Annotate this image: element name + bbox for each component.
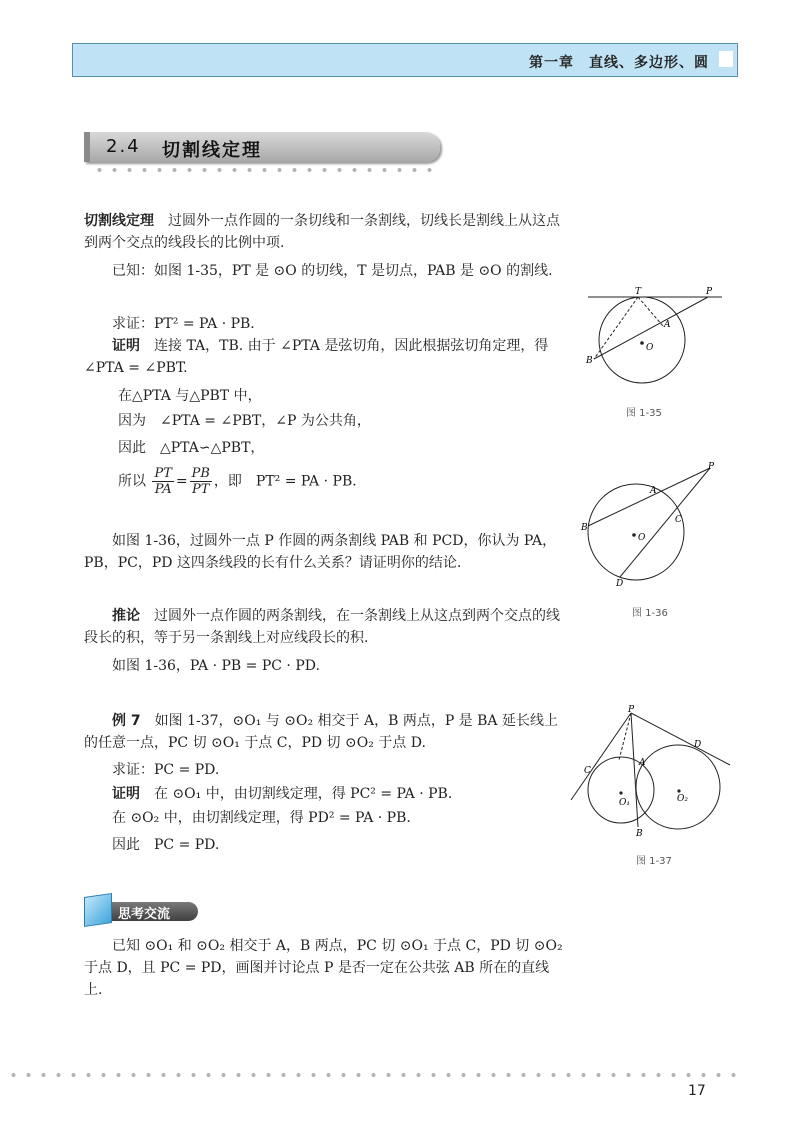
fraction-numerator: PB xyxy=(191,466,210,481)
think-discuss-badge xyxy=(84,895,200,925)
center-o2 xyxy=(677,789,680,792)
caption-1-36: 图 1-36 xyxy=(632,608,668,619)
figure-1-35 xyxy=(580,285,730,400)
question-paragraph: 如图 1-36，过圆外一点 P 作圆的两条割线 PAB 和 PCD，你认为 PA，PB，PC，PD 这四条线段的长有什么关系？请证明你的结论. xyxy=(84,533,557,571)
label-d: D xyxy=(616,579,624,589)
theorem-paragraph xyxy=(84,210,564,254)
example-7-text: 如图 1-37，⊙O₁ 与 ⊙O₂ 相交于 A，B 两点，P 是 BA 延长线上的任意一点，PC 切 ⊙O₁ 于点 C，PD 切 ⊙O₂ 于点 D. xyxy=(84,713,558,751)
line-pab xyxy=(631,713,638,827)
center-point xyxy=(632,533,636,537)
chapter-title: 第一章 直线、多边形、圆 xyxy=(529,55,709,71)
segment-ta xyxy=(638,297,663,326)
label-t: T xyxy=(635,287,642,297)
example-7-label: 例 7 xyxy=(112,713,141,729)
secant-pab xyxy=(588,468,710,526)
dotted-divider-bottom xyxy=(6,1073,746,1077)
corollary-example: 如图 1-36，PA · PB = PC · PD. xyxy=(112,658,320,674)
fraction-pb-pt xyxy=(190,466,212,497)
prove-statement: 求证：PT² = PA · PB. xyxy=(112,316,255,332)
label-c: C xyxy=(675,515,682,525)
example-7-proof-label: 证明 xyxy=(112,786,140,802)
fraction-denominator: PT xyxy=(192,482,210,497)
theorem-label: 切割线定理 xyxy=(84,213,154,229)
proof-line-3: 因此 △PTA∽△PBT， xyxy=(118,440,265,456)
header-corner xyxy=(719,51,733,67)
proof-label: 证明 xyxy=(112,338,140,354)
fraction-numerator: PT xyxy=(154,466,172,481)
chapter-header xyxy=(72,43,738,77)
example-7-proof-3: 因此 PC = PD. xyxy=(112,837,220,853)
fraction-denominator: PA xyxy=(154,482,172,497)
example-7-proof-1: 在 ⊙O₁ 中，由切割线定理，得 PC² = PA · PB. xyxy=(140,786,453,802)
proof-text: 连接 TA，TB. 由于 ∠PTA 是弦切角，因此根据弦切角定理，得 ∠PTA = ∠PBT. xyxy=(84,338,549,376)
label-a: A xyxy=(650,486,657,496)
figure-1-36 xyxy=(578,460,728,590)
circle-o xyxy=(599,297,685,383)
caption-1-37: 图 1-37 xyxy=(636,856,672,867)
tangent-pd xyxy=(631,713,730,765)
label-p: P xyxy=(706,287,713,297)
proof-line-2: 因为 ∠PTA = ∠PBT，∠P 为公共角， xyxy=(118,413,371,429)
label-b: B xyxy=(636,829,643,839)
circle-o2 xyxy=(636,745,720,829)
label-a: A xyxy=(664,320,671,330)
label-c: C xyxy=(584,766,591,776)
fraction-pt-pa xyxy=(152,466,173,497)
section-banner xyxy=(84,132,440,162)
example-7-paragraph xyxy=(84,710,564,754)
tangent-pc xyxy=(571,713,631,800)
section-title: 切割线定理 xyxy=(162,140,262,161)
dotted-divider-top xyxy=(92,168,432,172)
think-label: 思考交流 xyxy=(118,907,171,922)
figure-1-37 xyxy=(566,705,738,840)
proof-paragraph xyxy=(84,335,564,379)
label-o: O xyxy=(638,533,646,543)
label-o2: O₂ xyxy=(677,794,688,804)
cube-icon xyxy=(84,893,112,927)
proof-line-4-prefix: 所以 xyxy=(118,473,146,490)
label-p: P xyxy=(708,462,715,472)
example-7-prove: 求证：PC = PD. xyxy=(112,762,220,778)
label-o1: O₁ xyxy=(619,798,630,808)
theorem-text: 过圆外一点作圆的一条切线和一条割线，切线长是割线上从这点到两个交点的线段长的比例中项. xyxy=(84,213,560,251)
example-7-proof xyxy=(84,783,564,805)
proof-line-4: 所以 $\frac{PT}{PA}$ = $\frac{PB}{PT}$ ，即 PT² = PA · PB. xyxy=(118,466,357,497)
label-a: A xyxy=(639,758,646,768)
section-number: 2.4 xyxy=(106,136,141,157)
center-o1 xyxy=(619,791,622,794)
think-paragraph: 已知 ⊙O₁ 和 ⊙O₂ 相交于 A，B 两点，PC 切 ⊙O₁ 于点 C，PD 切 ⊙O₂ 于点 D，且 PC = PD，画图并讨论点 P 是否一定在公共弦 AB 所在的直线上. xyxy=(84,938,563,998)
corollary-paragraph xyxy=(84,605,564,649)
corollary-label: 推论 xyxy=(112,608,140,624)
segment-o1 xyxy=(619,713,631,760)
proof-line-1: 在△PTA 与△PBT 中， xyxy=(118,388,262,404)
label-p: P xyxy=(628,705,635,715)
label-d: D xyxy=(694,740,702,750)
label-o: O xyxy=(646,343,654,353)
proof-line-4-suffix: ，即 PT² = PA · PB. xyxy=(213,473,357,490)
corollary-text: 过圆外一点作圆的两条割线，在一条割线上从这点到两个交点的线段长的积，等于另一条割线上对应线段长的积. xyxy=(84,608,560,646)
label-b: B xyxy=(581,523,588,533)
given-paragraph: 已知：如图 1-35，PT 是 ⊙O 的切线，T 是切点，PAB 是 ⊙O 的割线. xyxy=(112,263,553,279)
center-point xyxy=(640,341,644,345)
label-b: B xyxy=(586,356,593,366)
example-7-proof-2: 在 ⊙O₂ 中，由切割线定理，得 PD² = PA · PB. xyxy=(112,810,411,826)
caption-1-35: 图 1-35 xyxy=(626,408,662,419)
circle-o xyxy=(588,484,684,580)
page-number: 17 xyxy=(688,1083,706,1099)
